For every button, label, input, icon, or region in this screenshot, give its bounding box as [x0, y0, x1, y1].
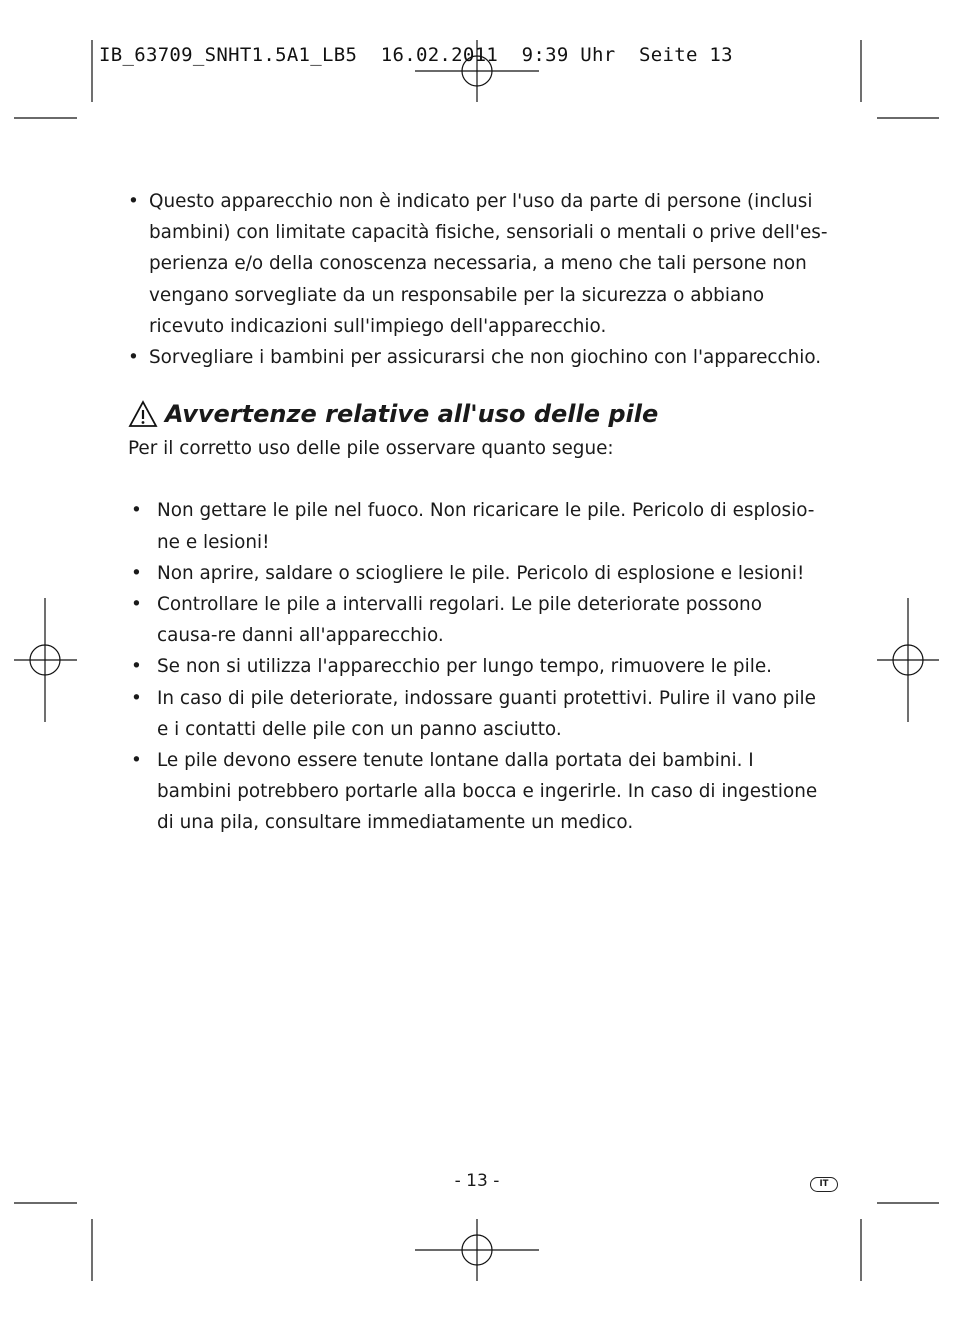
list-item: • Non gettare le pile nel fuoco. Non ricaricare le pile. Pericolo di esplosio-ne e lesioni! — [128, 495, 828, 557]
list-item: • In caso di pile deteriorate, indossare guanti protettivi. Pulire il vano pile e i contatti delle pile con un panno asciutto. — [128, 683, 828, 745]
print-slug-header: IB_63709_SNHT1.5A1_LB5 16.02.2011 9:39 Uhr Seite 13 — [99, 44, 733, 66]
page-content — [128, 186, 828, 839]
list-item: • Sorvegliare i bambini per assicurarsi che non giochino con l'apparecchio. — [128, 342, 828, 373]
list-item: • Non aprire, saldare o sciogliere le pile. Pericolo di esplosione e lesioni! — [128, 558, 828, 589]
list-item: • Questo apparecchio non è indicato per l'uso da parte di persone (inclusi bambini) con limitate capacità fisiche, sensoriali o mentali o prive dell'es-perienza e/o della conoscenza necessaria, a meno che tali persone non vengano sorvegliate da un responsabile per la sicurezza o abbiano ricevuto indicazioni sull'impiego dell'apparecchio. — [128, 186, 828, 342]
page-number: - 13 - — [454, 1171, 500, 1191]
section-intro: Per il corretto uso delle pile osservare quanto segue: — [128, 438, 614, 460]
section-title: Avvertenze relative all'uso delle pile — [165, 400, 659, 429]
list-item: • Le pile devono essere tenute lontane dalla portata dei bambini. I bambini potrebbero portarle alla bocca e ingerirle. In caso di ingestione di una pila, consultare immediatamente un medico. — [128, 745, 828, 839]
intro-bullet-list — [128, 186, 828, 373]
warning-triangle-icon — [128, 400, 158, 428]
language-badge: IT — [810, 1177, 838, 1192]
list-item: • Se non si utilizza l'apparecchio per lungo tempo, rimuovere le pile. — [128, 651, 828, 682]
section-heading — [128, 397, 828, 431]
list-item: • Controllare le pile a intervalli regolari. Le pile deteriorate possono causa-re danni all'apparecchio. — [128, 589, 828, 651]
battery-warning-list — [128, 495, 828, 838]
